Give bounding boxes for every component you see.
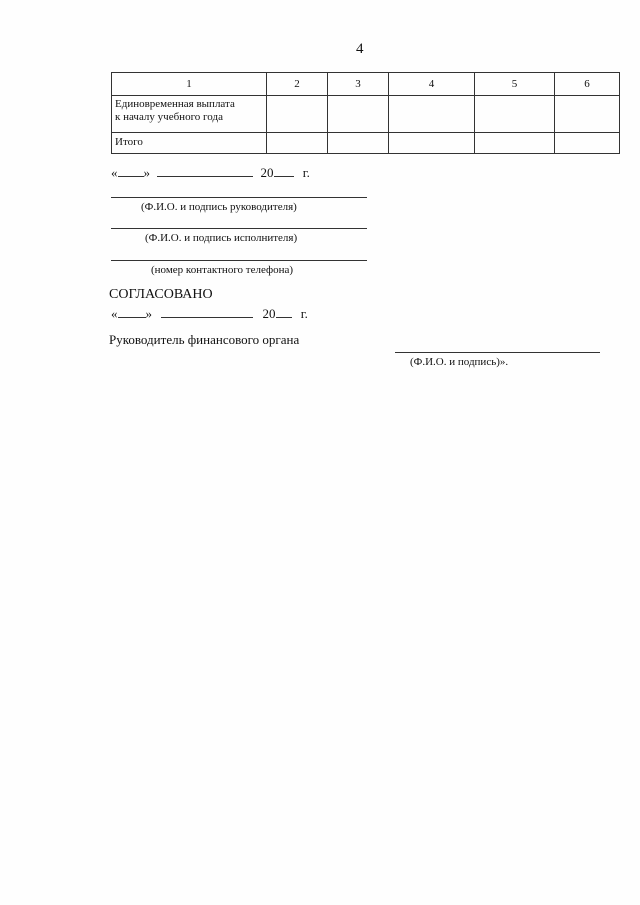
row-label-line: к началу учебного года — [115, 111, 223, 123]
table-cell — [389, 133, 475, 154]
phone-caption: (номер контактного телефона) — [151, 264, 294, 276]
approval-title: СОГЛАСОВАНО — [109, 287, 213, 302]
approval-date-field: « » 20 г. — [111, 306, 308, 321]
column-header: 6 — [555, 73, 620, 96]
approval-signature-caption: (Ф.И.О. и подпись)». — [410, 356, 509, 368]
payments-table — [111, 72, 620, 154]
table-cell — [475, 96, 555, 133]
table-cell — [267, 96, 328, 133]
month-blank — [157, 166, 253, 177]
column-header: 4 — [389, 73, 475, 96]
table-cell — [328, 96, 389, 133]
table-cell — [555, 133, 620, 154]
head-signature-line — [111, 197, 367, 198]
year-blank — [276, 307, 292, 318]
approval-signature-line — [395, 352, 600, 353]
executor-signature-line — [111, 228, 367, 229]
page-number: 4 — [356, 41, 364, 57]
approval-role: Руководитель финансового органа — [109, 332, 300, 347]
phone-line — [111, 260, 367, 261]
month-blank — [161, 307, 253, 318]
table-cell — [555, 96, 620, 133]
column-header: 5 — [475, 73, 555, 96]
row-label: Итого — [112, 133, 267, 154]
day-blank — [118, 166, 144, 177]
table-row — [112, 133, 620, 154]
column-header: 3 — [328, 73, 389, 96]
year-blank — [274, 166, 294, 177]
table-row — [112, 96, 620, 133]
row-label — [112, 96, 267, 133]
table-cell — [267, 133, 328, 154]
table-cell — [328, 133, 389, 154]
date-field: « » 20 г. — [111, 165, 310, 180]
head-signature-caption: (Ф.И.О. и подпись руководителя) — [141, 201, 297, 213]
row-label-line: Единовременная выплата — [115, 98, 235, 110]
table-cell — [475, 133, 555, 154]
table-cell — [389, 96, 475, 133]
day-blank — [118, 307, 146, 318]
column-header: 2 — [267, 73, 328, 96]
executor-signature-caption: (Ф.И.О. и подпись исполнителя) — [145, 232, 298, 244]
table-header-row — [112, 73, 620, 96]
column-header: 1 — [112, 73, 267, 96]
